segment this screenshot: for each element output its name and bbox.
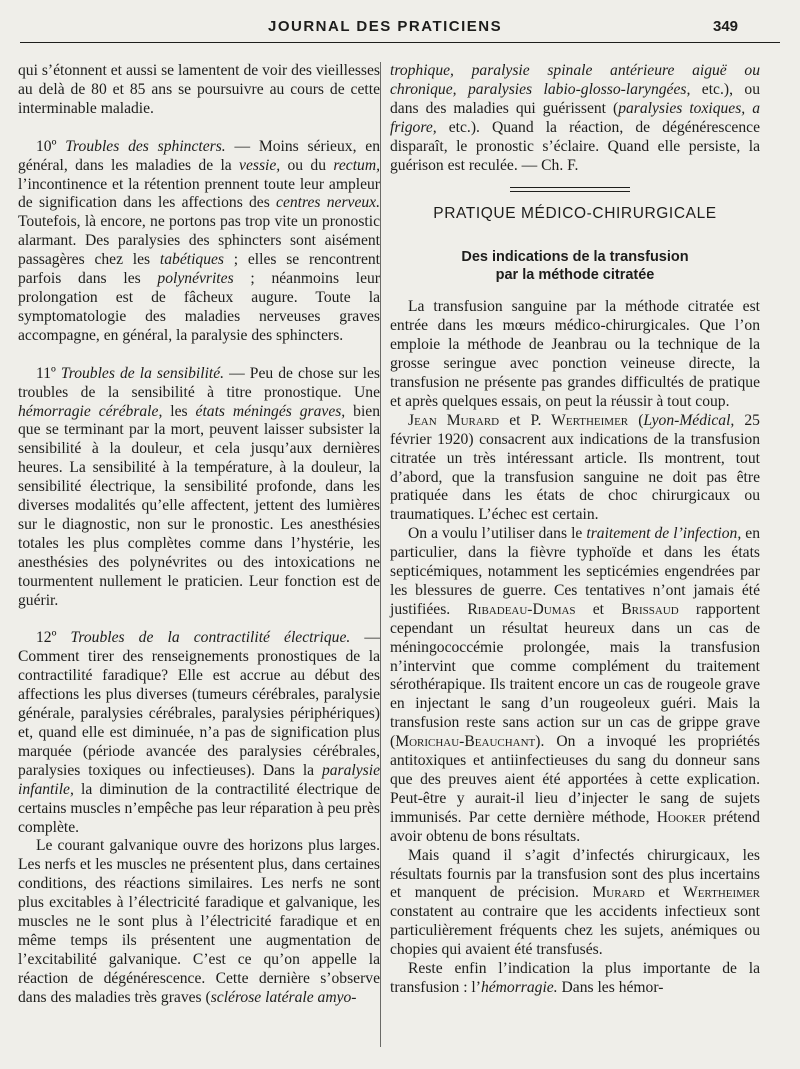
section-12-em-paralysie: paralysie infantile, [18, 761, 380, 798]
article-p3-text-c: et [575, 600, 622, 618]
galvanic-text: Le courant galvanique ouvre des horizons plus larges. Les nerfs et les muscles ne présentent plus, dans certaines conditions, des réactions similaires. Les nerfs ne sont plus excitables à l’électricité faradique et galvanique, les muscles ne le sont plus à l’électricité faradique et en même temps ils présentent une augmentation de l’excitabilité galvanique. C’est ce qu’on appelle la réaction de dégénérescence. Cette dernière s’observe dans des maladies très graves ( [18, 837, 380, 1006]
section-10-title: Troubles des sphincters. [65, 137, 226, 155]
rule-line-top [510, 187, 630, 188]
author-wertheimer-2: Wertheimer [683, 884, 760, 902]
section-10-text-f: ; néanmoins leur prolongation est de fâcheux augure. Toute la symptomatologie des maladies nerveuses graves accompagne, en général, la paralysie des sphincters. [18, 270, 380, 344]
article-p5-text-b: Dans les hémor- [557, 978, 664, 996]
header-rule [20, 42, 780, 43]
article-title-line-1: Des indications de la transfusion [461, 249, 689, 266]
author-murard-2: Murard [592, 884, 645, 902]
article-p3-text-f: prétend avoir obtenu de bons résultats. [390, 808, 760, 845]
article-p2-journal: Lyon-Médical, [643, 411, 735, 429]
section-12-text-a: — Comment tirer des renseignements pronostiques de la contractilité faradique? Elle est accrue au début des affections les plus diverses (tumeurs cérébrales, paralysie générale, paralysies cérébrales, paralysies périphériques) et, quand elle est diminuée, n’a pas de signification plus marquée (période avancée des paralysies cérébrales, paralysies toxiques ou infectieuses). Dans la [18, 629, 380, 779]
author-wertheimer: P. Wertheimer [530, 411, 629, 429]
section-10-em-rectum: rectum, [333, 156, 380, 174]
section-10-em-centres: centres nerveux. [276, 194, 380, 212]
continuation-em-1: trophique, paralysie spinale antérieure aiguë ou chronique, paralysies labio-glosso-laryngées, [390, 62, 760, 98]
section-11-text-b: les [162, 402, 196, 420]
author-ribadeau-dumas: Ribadeau-Dumas [467, 600, 576, 618]
section-10-text-d: Toutefois, là encore, ne portons pas trop vite un pronostic alarmant. Des paralysies des sphincters sont aisément passagères chez les [18, 213, 380, 269]
galvanic-paragraph [18, 837, 380, 1007]
article-p3-text-d: rapportent cependant un résultat heureux dans un cas de méningococcémie prolongée, mais la transfusion n’intervint que comme complément du traitement sérothérapique. Ils traitent encore un cas de rougeole grave en injectant le sang d’un rougeoleux guéri. Mais la transfusion reste sans action sur un cas de grippe grave ( [390, 600, 760, 751]
section-11-em-etats: états méningés graves, [195, 402, 346, 420]
section-10-paragraph [18, 138, 380, 346]
section-12-number: 12º [36, 629, 71, 647]
continuation-em-2: paralysies toxiques, a frigore, [390, 99, 760, 136]
article-p2-text-a: ( [628, 411, 644, 429]
section-11-text-a: — Peu de chose sur les troubles de la sensibilité à titre pronostique. Une [18, 364, 380, 401]
article-paragraph-2 [390, 412, 760, 525]
author-morichau-beauchant: Morichau-Beauchant [395, 733, 536, 751]
galvanic-em: sclérose latérale amyo- [210, 988, 357, 1006]
article-title [390, 248, 760, 284]
article-p3-em: traitement de l’infection, [586, 525, 742, 543]
article-p4-text-a: Mais quand il s’agit d’infectés chirurgicaux, les résultats fournis par la transfusion sont des plus incertains et manquent de précision. [390, 846, 760, 902]
article-p1-text: La transfusion sanguine par la méthode citratée est entrée dans les mœurs médico-chirurgicales. Que l’on emploie la méthode de Jeanbrau ou la technique de la grosse seringue avec ponction veineuse directe, la transfusion ne présente pas grandes difficultés de pratique et après quelques essais, on peut la réussir à tout coup. [390, 298, 760, 410]
article-paragraph-5 [390, 960, 760, 998]
section-10-text-b: ou du [280, 156, 334, 174]
article-p2-text-b: 25 février 1920) consacrent aux indications de la transfusion citratée un très intéressant article. Ils montrent, tout d’abord, que la transfusion sanguine ne doit pas être pratiquée dans les états de choc chirurgicaux ou traumatiques. L’échec est certain. [390, 411, 760, 524]
left-column [18, 62, 380, 1008]
intro-text: qui s’étonnent et aussi se lamentent de voir des vieillesses au delà de 80 et 85 ans se poursuivre au cours de cette interminable maladie. [18, 62, 380, 117]
author-brissaud: Brissaud [621, 600, 679, 618]
section-10-text-c: l’incontinence et la rétention prennent toute leur ampleur de signification dans les affections des [18, 175, 380, 212]
article-paragraph-3 [390, 525, 760, 846]
page-number: 349 [713, 18, 739, 35]
continuation-text-a: etc.), ou dans des maladies qui guérissent ( [390, 80, 760, 117]
right-column [390, 62, 760, 998]
section-double-rule [390, 187, 760, 195]
article-title-line-2: par la méthode citratée [495, 267, 655, 284]
section-10-em-polynevrites: polynévrites [157, 270, 234, 288]
continuation-text-b: etc.). Quand la réaction, de dégénérescence disparaît, le pronostic s’éclaire. Quand elle persiste, la guérison est reculée. — Ch. F. [390, 118, 760, 174]
section-12-title: Troubles de la contractilité électrique. [70, 629, 351, 647]
article-paragraph-4 [390, 847, 760, 960]
continuation-paragraph [390, 62, 760, 175]
section-10-em-vessie: vessie, [239, 156, 281, 174]
section-10-number: 10º [36, 137, 66, 155]
article-p4-text-b: et [644, 884, 683, 902]
article-p5-em: hémorragie. [480, 978, 558, 996]
article-paragraph-1 [390, 298, 760, 411]
article-p2-and: et [499, 411, 531, 429]
article-p5-text-a: Reste enfin l’indication la plus importante de la transfusion : l’ [390, 960, 760, 996]
section-10-em-tabetiques: tabétiques [159, 251, 224, 269]
section-11-title: Troubles de la sensibilité. [60, 364, 225, 382]
article-p4-text-c: constatent au contraire que les accidents infectieux sont particulièrement fréquents chez les sujets, anémiques ou chopies qui avaient été transfusés. [390, 903, 760, 959]
section-11-em-hemorragie: hémorragie cérébrale, [18, 402, 163, 420]
section-11-text-c: bien que se terminant par la mort, peuvent laisser subsister la sensibilité à la douleur, et cela jusqu’aux dernières heures. La sensibilité à la température, à la douleur, la sensibilité électrique, la sensibilité profonde, dans les diverses modalités qu’elle affectent, jettent des lumières sur le diagnostic, non sur le pronostic. Les anesthésies totales les plus complètes comme dans l’hystérie, les anesthésies des polynévrites ou des intoxications ne tourmentent nullement le praticien. Leur fonction est de guérir. [18, 402, 380, 609]
section-heading: PRATIQUE MÉDICO-CHIRURGICALE [433, 205, 717, 223]
author-murard: Jean Murard [408, 411, 500, 429]
journal-title: JOURNAL DES PRATICIENS [268, 18, 503, 35]
article-p3-text-e: ). On a invoqué les propriétés antitoxiques et antiinfectieuses du sang du donneur sans que des preuves aient été apportées à cette explication. Peut-être y aurait-il lieu d’injecter le sang de sujets immunisés. Par cette dernière méthode, [390, 733, 760, 826]
section-12-paragraph [18, 629, 380, 837]
article-p3-text-b: en particulier, dans la fièvre typhoïde et dans les états septicémiques, notamment les septicémies engendrées par les blessures de guerre. Ces tentatives n’ont jamais été justifiées. [390, 525, 761, 618]
section-11-number: 11º [36, 364, 61, 382]
running-head [0, 14, 800, 44]
section-11-paragraph [18, 365, 380, 611]
intro-paragraph [18, 62, 380, 119]
section-12-text-b: la diminution de la contractilité électrique de certains muscles n’empêche pas leur réparation à peu près complète. [18, 780, 380, 836]
author-hooker: Hooker [656, 808, 706, 826]
rule-line-bottom [510, 191, 630, 192]
article-p3-text-a: On a voulu l’utiliser dans le [408, 525, 587, 543]
section-10-text-a: — Moins sérieux, en général, dans les maladies de la [18, 137, 380, 174]
column-divider [380, 62, 381, 1047]
section-10-text-e: ; elles se rencontrent parfois dans les [18, 251, 380, 288]
